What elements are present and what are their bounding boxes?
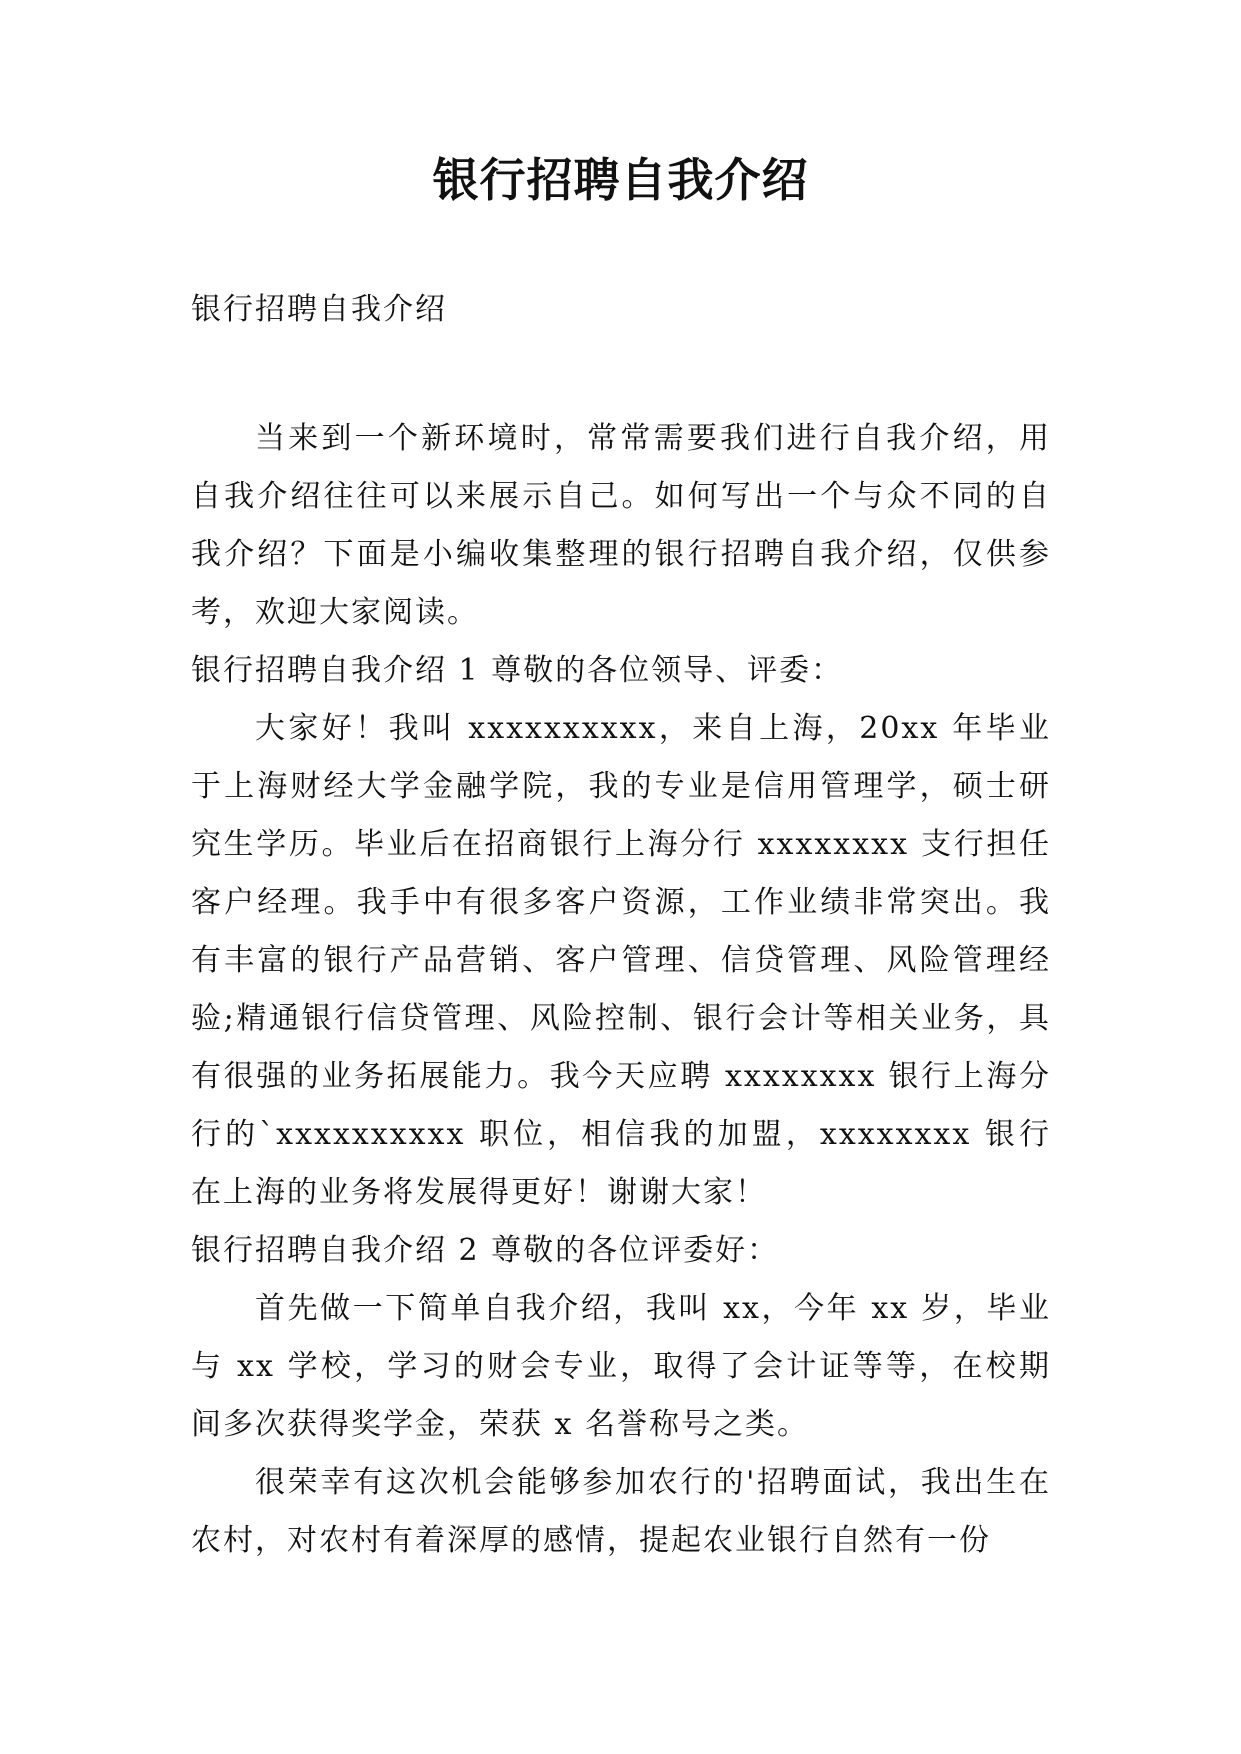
section-heading-2: 银行招聘自我介绍 2 尊敬的各位评委好： <box>191 1233 780 1268</box>
document-body <box>191 410 1051 1570</box>
document-subtitle: 银行招聘自我介绍 <box>191 292 447 327</box>
section-2-paragraph-2: 很荣幸有这次机会能够参加农行的'招聘面试，我出生在农村，对农村有着深厚的感情，提起农业银行自然有一份 <box>191 1465 1051 1558</box>
section-1-paragraph: 大家好！我叫 xxxxxxxxxx，来自上海，20xx 年毕业于上海财经大学金融学院，我的专业是信用管理学，硕士研究生学历。毕业后在招商银行上海分行 xxxxxxxx 支行担任客户经理。我手中有很多客户资源，工作业绩非常突出。我有丰富的银行产品营销、客户管理、信贷管理、风险管理经验;精通银行信贷管理、风险控制、银行会计等相关业务，具有很强的业务拓展能力。我今天应聘 xxxxxxxx 银行上海分行的`xxxxxxxxxx 职位，相信我的加盟，xxxxxxxx 银行在上海的业务将发展得更好！谢谢大家！ <box>191 711 1051 1210</box>
section-2-paragraph-1: 首先做一下简单自我介绍，我叫 xx，今年 xx 岁，毕业与 xx 学校，学习的财会专业，取得了会计证等等，在校期间多次获得奖学金，荣获 x 名誉称号之类。 <box>191 1291 1051 1442</box>
intro-paragraph: 当来到一个新环境时，常常需要我们进行自我介绍，用自我介绍往往可以来展示自己。如何写出一个与众不同的自我介绍？下面是小编收集整理的银行招聘自我介绍，仅供参考，欢迎大家阅读。 <box>191 421 1051 630</box>
section-heading-1: 银行招聘自我介绍 1 尊敬的各位领导、评委： <box>191 653 844 688</box>
document-title: 银行招聘自我介绍 <box>432 153 809 207</box>
